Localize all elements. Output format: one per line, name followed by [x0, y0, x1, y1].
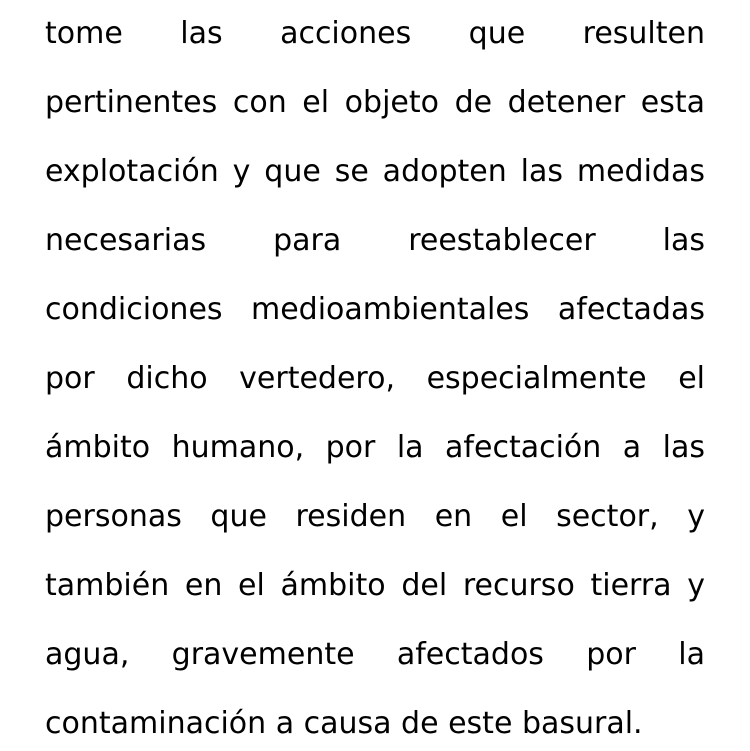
paragraph-line-last: contaminación a causa de este basural.: [45, 706, 643, 741]
paragraph-line: pertinentes con el objeto de detener esta: [45, 85, 705, 120]
paragraph-line: ámbito humano, por la afectación a las: [45, 430, 705, 465]
paragraph-line: necesarias para reestablecer las: [45, 223, 705, 258]
paragraph-line: tome las acciones que resulten: [45, 16, 705, 51]
paragraph-line: explotación y que se adopten las medidas: [45, 154, 705, 189]
paragraph-line: personas que residen en el sector, y: [45, 499, 705, 534]
paragraph-line: agua, gravemente afectados por la: [45, 637, 705, 672]
paragraph-line: por dicho vertedero, especialmente el: [45, 361, 705, 396]
paragraph-line: también en el ámbito del recurso tierra y: [45, 568, 705, 603]
paragraph-line: condiciones medioambientales afectadas: [45, 292, 705, 327]
